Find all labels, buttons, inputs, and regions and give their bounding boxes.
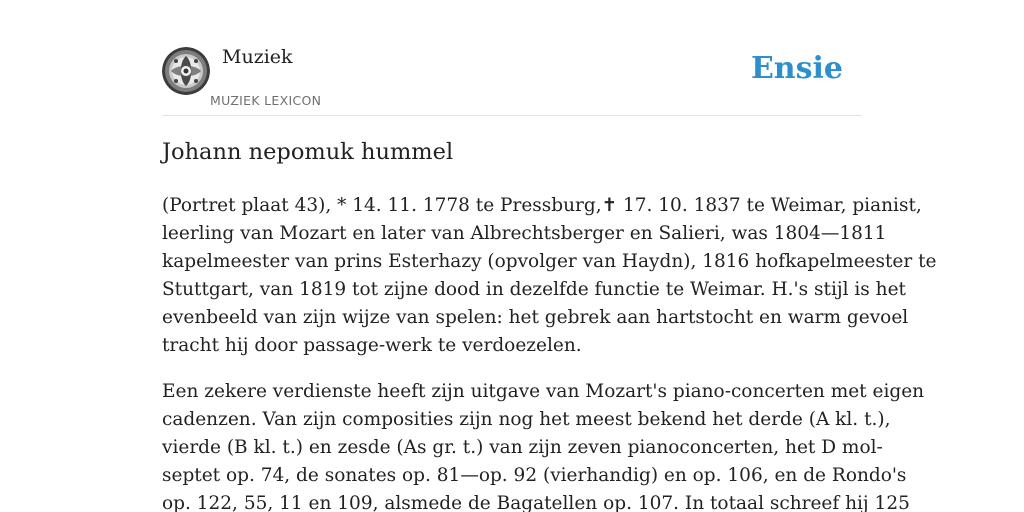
article-title: Johann nepomuk hummel: [162, 139, 454, 165]
article-body: [162, 192, 937, 512]
header-divider: [162, 115, 862, 116]
paragraph-line: op. 122, 55, 11 en 109, alsmede de Bagatellen op. 107. In totaal schreef hij 125: [162, 493, 910, 512]
paragraph-line: leerling van Mozart en later van Albrechtsberger en Salieri, was 1804—1811: [162, 223, 887, 244]
article-paragraph-1: [162, 192, 937, 360]
source-subtitle-link[interactable]: MUZIEK LEXICON: [210, 93, 322, 108]
source-name-link[interactable]: Muziek: [222, 46, 293, 68]
paragraph-line: septet op. 74, de sonates op. 81—op. 92 (vierhandig) en op. 106, en de Rondo's: [162, 465, 907, 486]
article-page: [162, 0, 937, 512]
paragraph-line: cadenzen. Van zijn composities zijn nog het meest bekend het derde (A kl. t.),: [162, 409, 891, 430]
paragraph-line: kapelmeester van prins Esterhazy (opvolger van Haydn), 1816 hofkapelmeester te: [162, 251, 937, 272]
paragraph-line: evenbeeld van zijn wijze van spelen: het gebrek aan hartstocht en warm gevoel: [162, 307, 909, 328]
article-paragraph-2: [162, 378, 925, 512]
paragraph-line: Stuttgart, van 1819 tot zijne dood in dezelfde functie te Weimar. H.'s stijl is het: [162, 279, 906, 300]
paragraph-line: (Portret plaat 43), * 14. 11. 1778 te Pressburg,✝ 17. 10. 1837 te Weimar, pianist,: [162, 195, 922, 216]
paragraph-line: tracht hij door passage-werk te verdoezelen.: [162, 335, 582, 356]
source-logo-icon[interactable]: [162, 47, 210, 95]
paragraph-line: vierde (B kl. t.) en zesde (As gr. t.) van zijn zeven pianoconcerten, het D mol-: [162, 437, 883, 458]
brand-logo-link[interactable]: Ensie: [750, 51, 843, 86]
paragraph-line: Een zekere verdienste heeft zijn uitgave van Mozart's piano-concerten met eigen: [162, 381, 925, 402]
